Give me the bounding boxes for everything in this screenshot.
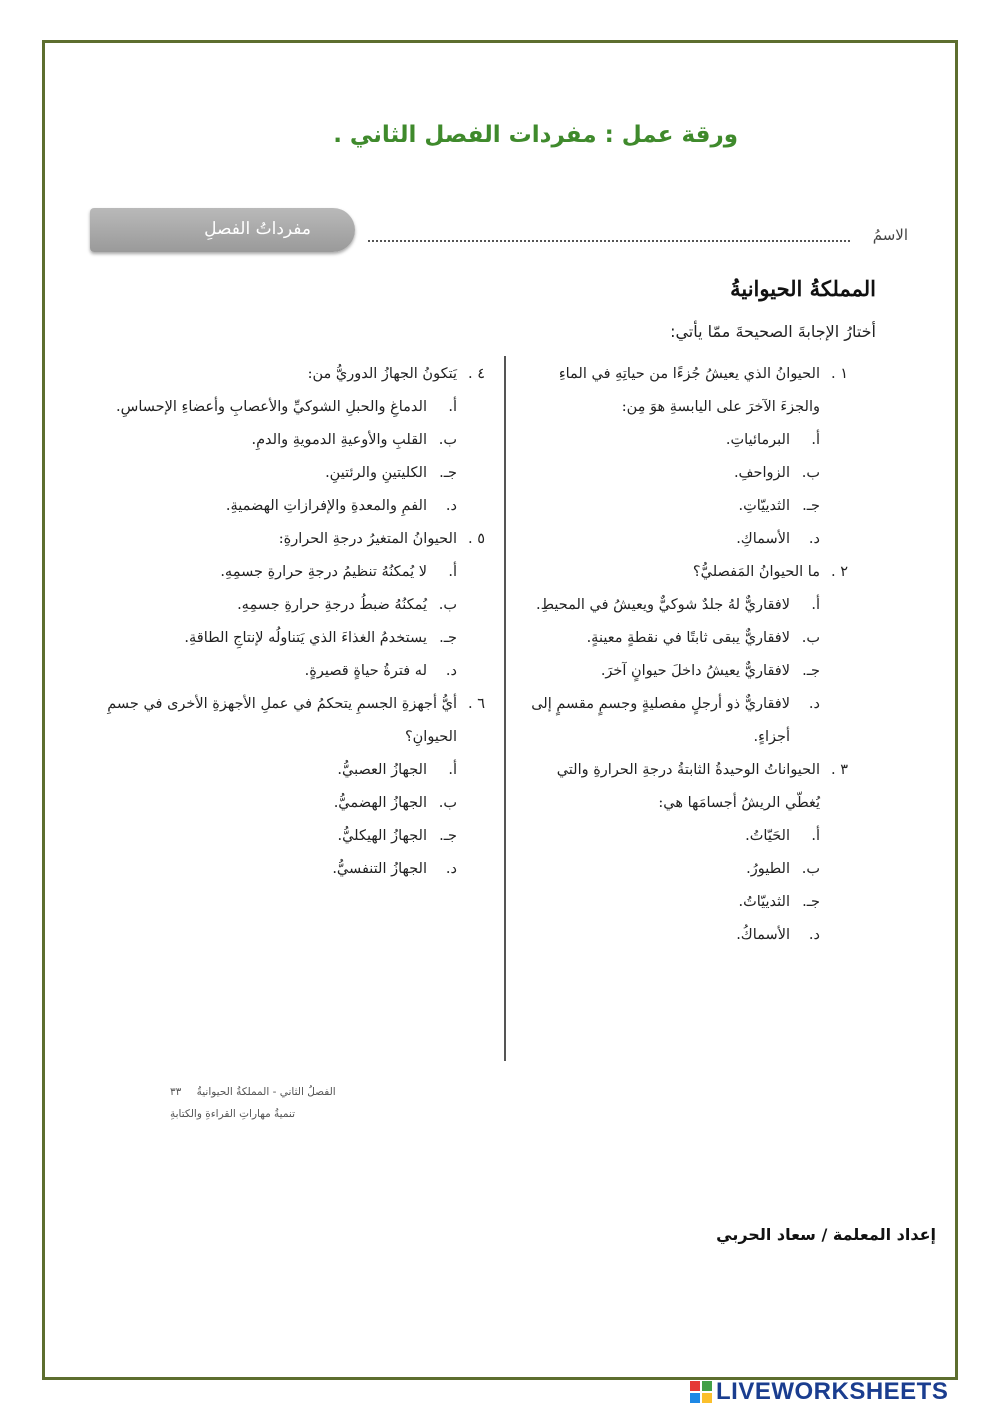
question (518, 754, 848, 820)
option-letter: أ. (448, 564, 457, 580)
option-letter: د. (808, 927, 820, 943)
option-text: الأسماكِ. (736, 531, 790, 547)
option-letter: أ. (448, 399, 457, 415)
question-number: ١ . (830, 366, 848, 382)
answer-option[interactable] (518, 523, 848, 556)
option-text: الجهازُ الهيكليُّ. (337, 828, 427, 844)
answer-option[interactable] (105, 754, 485, 787)
question-text: الحيوانُ الذي يعيشُ جُزءًا من حياتِهِ في الماءِ والجزءَ الآخرَ على اليابسةِ هوَ مِن: (558, 366, 820, 415)
option-text: القلبِ والأوعيةِ الدمويةِ والدمِ. (251, 432, 427, 448)
option-text: لافقاريٌّ يبقى ثابتًا في نقطةٍ معينةٍ. (586, 630, 790, 646)
answer-option[interactable] (518, 688, 848, 754)
question-number: ٦ . (467, 696, 485, 712)
option-text: له فترةُ حياةٍ قصيرةٍ. (304, 663, 427, 679)
question-text: الحيواناتُ الوحيدةُ الثابتةُ درجةِ الحرارةِ والتي يُغطّي الريشُ أجسامَها هي: (556, 762, 820, 811)
chapter-vocabulary-tab (90, 208, 355, 252)
question-text: الحيوانُ المتغيرُ درجةِ الحرارةِ: (278, 531, 457, 547)
tab-label: مفرداتُ الفصلِ (204, 219, 311, 239)
option-text: الكليتينِ والرئتينِ. (325, 465, 427, 481)
answer-option[interactable] (518, 490, 848, 523)
answer-option[interactable] (518, 622, 848, 655)
answer-option[interactable] (105, 853, 485, 886)
option-letter: د. (808, 696, 820, 712)
page-number: ٣٣ (170, 1086, 182, 1098)
column-divider (504, 356, 506, 1061)
option-text: الجهازُ التنفسيُّ. (332, 861, 427, 877)
liveworksheets-brand[interactable] (690, 1378, 996, 1406)
answer-option[interactable] (105, 391, 485, 424)
question-text: يَتكونُ الجهازُ الدوريُّ من: (307, 366, 457, 382)
section-title: المملكةُ الحيوانيةُ (730, 276, 876, 301)
option-letter: أ. (811, 432, 820, 448)
option-text: يُمكنُهُ ضبطُ درجةِ حرارةِ جسمِهِ. (237, 597, 427, 613)
option-letter: ب. (801, 861, 820, 877)
answer-option[interactable] (518, 589, 848, 622)
option-letter: د. (445, 498, 457, 514)
answer-option[interactable] (518, 919, 848, 952)
footer-chapter-text: الفصلُ الثاني - المملكةُ الحيوانيةُ (196, 1086, 336, 1098)
question (105, 523, 485, 556)
option-letter: أ. (811, 828, 820, 844)
answer-option[interactable] (518, 853, 848, 886)
answer-option[interactable] (105, 820, 485, 853)
answer-option[interactable] (105, 589, 485, 622)
name-line[interactable] (368, 240, 850, 242)
question-number: ٢ . (830, 564, 848, 580)
question-number: ٣ . (830, 762, 848, 778)
option-text: الزواحفِ. (733, 465, 790, 481)
answer-option[interactable] (105, 655, 485, 688)
option-text: الجهازُ الهضميُّ. (333, 795, 427, 811)
option-letter: د. (808, 531, 820, 547)
question (105, 358, 485, 391)
worksheet-title: ورقة عمل : مفردات الفصل الثاني . (333, 122, 738, 148)
answer-option[interactable] (105, 787, 485, 820)
option-letter: جـ. (802, 894, 820, 910)
option-letter: ب. (801, 465, 820, 481)
author-credit: إعداد المعلمة / سعاد الحربي (716, 1225, 936, 1244)
answer-option[interactable] (105, 457, 485, 490)
option-text: الدماغِ والحبلِ الشوكيِّ والأعصابِ وأعضاءِ الإحساسِ. (116, 399, 427, 415)
brand-text: LIVEWORKSHEETS (716, 1378, 949, 1405)
option-text: الحَيّاتُ. (745, 828, 790, 844)
option-text: البرمائياتِ. (725, 432, 790, 448)
questions-left-column (105, 358, 485, 886)
answer-option[interactable] (105, 424, 485, 457)
option-text: لافقاريٌّ لهُ جلدٌ شوكيٌّ ويعيشُ في المحيطِ. (535, 597, 790, 613)
answer-option[interactable] (105, 490, 485, 523)
option-text: يستخدمُ الغذاءَ الذي يَتناولُه لإنتاجِ الطاقةِ. (184, 630, 427, 646)
question-number: ٤ . (467, 366, 485, 382)
option-letter: ب. (438, 795, 457, 811)
answer-option[interactable] (105, 622, 485, 655)
question (105, 688, 485, 754)
instruction-text: أختارُ الإجابةَ الصحيحةَ ممّا يأتي: (670, 322, 876, 341)
option-letter: جـ. (439, 828, 457, 844)
option-text: لا يُمكنُهُ تنظيمُ درجةِ حرارةِ جسمِهِ. (220, 564, 427, 580)
option-text: الثدييّاتِ. (738, 498, 790, 514)
option-letter: ب. (438, 597, 457, 613)
questions-right-column (518, 358, 848, 952)
option-letter: جـ. (802, 498, 820, 514)
question-text: أيُّ أجهزةِ الجسمِ يتحكمُ في عملِ الأجهزةِ الأخرى في جسمِ الحيوانِ؟ (107, 696, 457, 745)
question (518, 556, 848, 589)
option-letter: ب. (438, 432, 457, 448)
name-label: الاسمُ (872, 226, 908, 244)
question (518, 358, 848, 424)
question-number: ٥ . (467, 531, 485, 547)
option-letter: جـ. (802, 663, 820, 679)
logo-square-4 (702, 1393, 712, 1403)
option-letter: أ. (811, 597, 820, 613)
answer-option[interactable] (518, 457, 848, 490)
option-letter: د. (445, 663, 457, 679)
logo-square-1 (690, 1381, 700, 1391)
option-letter: ب. (801, 630, 820, 646)
answer-option[interactable] (518, 424, 848, 457)
footer-chapter (170, 1086, 336, 1098)
logo-square-3 (690, 1393, 700, 1403)
option-letter: جـ. (439, 630, 457, 646)
option-letter: أ. (448, 762, 457, 778)
option-text: الجهازُ العصبيُّ. (337, 762, 427, 778)
name-field[interactable] (368, 226, 908, 250)
option-text: الثدييّاتُ. (738, 894, 790, 910)
option-text: لافقاريٌّ يعيشُ داخلَ حيوانٍ آخرَ. (600, 663, 790, 679)
answer-option[interactable] (105, 556, 485, 589)
answer-option[interactable] (518, 886, 848, 919)
option-text: الطيورُ. (746, 861, 790, 877)
option-letter: جـ. (439, 465, 457, 481)
question-text: ما الحيوانُ المَفصليُّ؟ (692, 564, 820, 580)
liveworksheets-logo-icon (690, 1381, 712, 1403)
answer-option[interactable] (518, 820, 848, 853)
option-text: الفمِ والمعدةِ والإفرازاتِ الهضميةِ. (225, 498, 427, 514)
option-text: لافقاريٌّ ذو أرجلٍ مفصليةٍ وجسمٍ مقسمٍ إلى أجزاءٍ. (531, 696, 790, 745)
footer-series: تنميةُ مهاراتِ القراءةِ والكتابةِ (170, 1108, 295, 1120)
option-letter: د. (445, 861, 457, 877)
logo-square-2 (702, 1381, 712, 1391)
answer-option[interactable] (518, 655, 848, 688)
option-text: الأسماكُ. (736, 927, 790, 943)
